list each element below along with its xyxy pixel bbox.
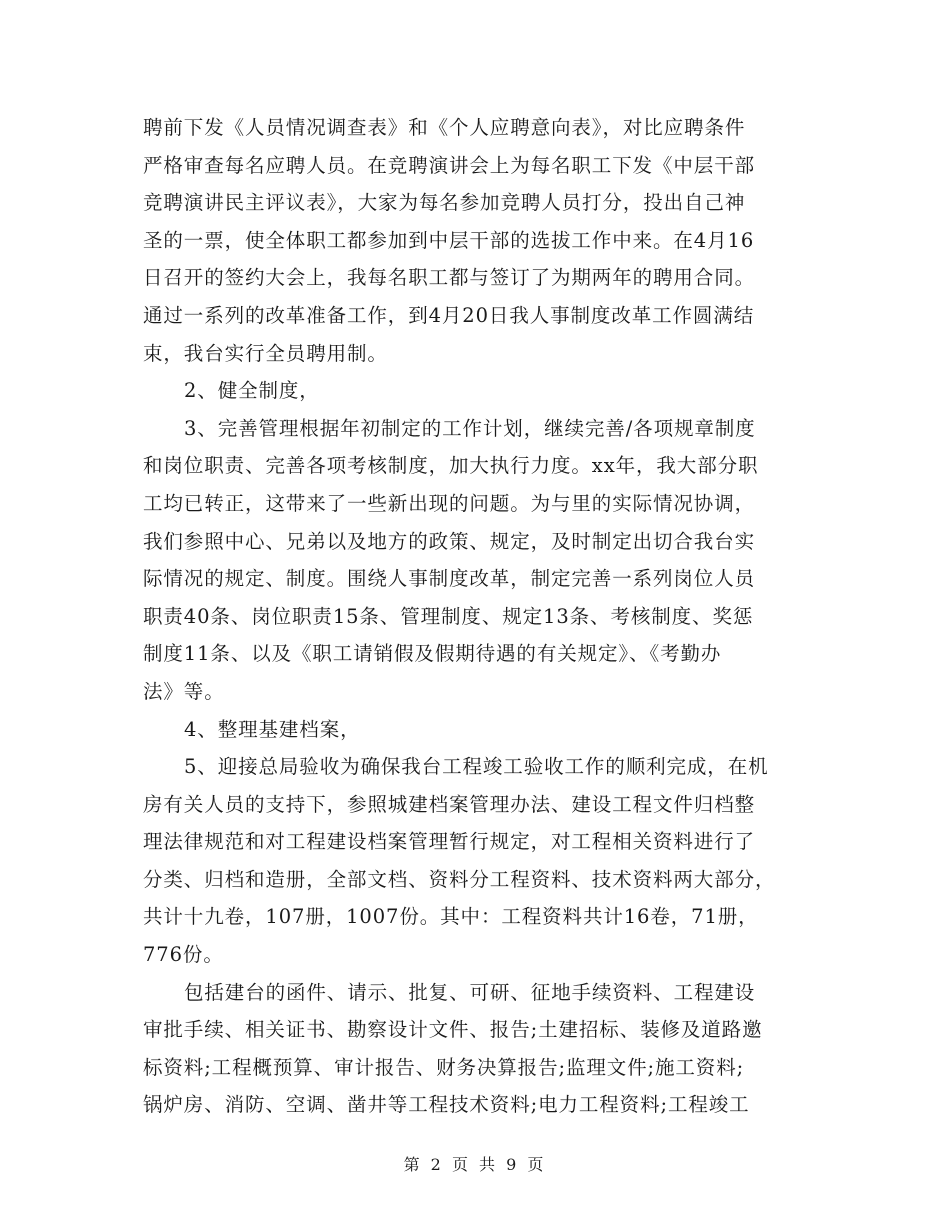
paragraph-item-3: [143, 410, 811, 711]
paragraph-hiring-reform: [143, 109, 811, 372]
text-line: 2、健全制度，: [184, 379, 320, 403]
text-line: 工均已转正，这带来了一些新出现的问题。为与里的实际情况协调，: [143, 491, 756, 515]
text-line: 我们参照中心、兄弟以及地方的政策、规定，及时制定出切合我台实: [143, 529, 756, 553]
text-line: 束，我台实行全员聘用制。: [143, 341, 388, 365]
heading-item-4: [143, 711, 811, 749]
text-line: 标资料;工程概预算、审计报告、财务决算报告;监理文件;施工资料;: [143, 1055, 745, 1079]
document-body: [143, 109, 811, 1162]
text-line: 包括建台的函件、请示、批复、可研、征地手续资料、工程建设: [184, 980, 756, 1004]
paragraph-includes: [143, 974, 811, 1162]
paragraph-item-5: [143, 748, 811, 974]
text-line: 法》等。: [143, 679, 225, 703]
text-line: 审批手续、相关证书、勘察设计文件、报告;土建招标、装修及道路邀: [143, 1018, 763, 1042]
text-line: 竞聘演讲民主评议表》，大家为每名参加竞聘人员打分，投出自己神: [143, 191, 746, 215]
text-line: 圣的一票，使全体职工都参加到中层干部的选拔工作中来。在4月16: [143, 228, 755, 252]
text-line: 共计十九卷，107册，1007份。其中：工程资料共计16卷，71册，: [143, 905, 759, 929]
heading-item-2: [143, 372, 811, 410]
text-line: 聘前下发《人员情况调查表》和《个人应聘意向表》，对比应聘条件: [143, 116, 746, 139]
text-line: 严格审查每名应聘人员。在竞聘演讲会上为每名职工下发《中层干部: [143, 153, 756, 177]
text-line: 房有关人员的支持下，参照城建档案管理办法、建设工程文件归档整: [143, 792, 756, 816]
page-number-footer: 第 2 页 共 9 页: [403, 1155, 547, 1174]
text-line: 和岗位职责、完善各项考核制度，加大执行力度。xx年，我大部分职: [143, 454, 759, 478]
text-line: 日召开的签约大会上，我每名职工都与签订了为期两年的聘用合同。: [143, 266, 756, 290]
text-line: 际情况的规定、制度。围绕人事制度改革，制定完善一系列岗位人员: [143, 567, 756, 591]
text-line: 职责40条、岗位职责15条、管理制度、规定13条、考核制度、奖惩: [143, 604, 754, 628]
text-line: 4、整理基建档案，: [184, 717, 361, 741]
text-line: 通过一系列的改革准备工作，到4月20日我人事制度改革工作圆满结: [143, 303, 755, 327]
text-line: 制度11条、以及《职工请销假及假期待遇的有关规定》、《考勤办: [143, 642, 722, 666]
text-line: 776份。: [143, 943, 224, 967]
text-line: 理法律规范和对工程建设档案管理暂行规定，对工程相关资料进行了: [143, 830, 756, 854]
text-line: 锅炉房、消防、空调、凿井等工程技术资料;电力工程资料;工程竣工: [143, 1093, 750, 1117]
text-line: 分类、归档和造册，全部文档、资料分工程资料、技术资料两大部分，: [143, 867, 776, 891]
text-line: 3、完善管理根据年初制定的工作计划，继续完善/各项规章制度: [184, 416, 756, 440]
text-line: 5、迎接总局验收为确保我台工程竣工验收工作的顺利完成，在机: [184, 755, 769, 779]
